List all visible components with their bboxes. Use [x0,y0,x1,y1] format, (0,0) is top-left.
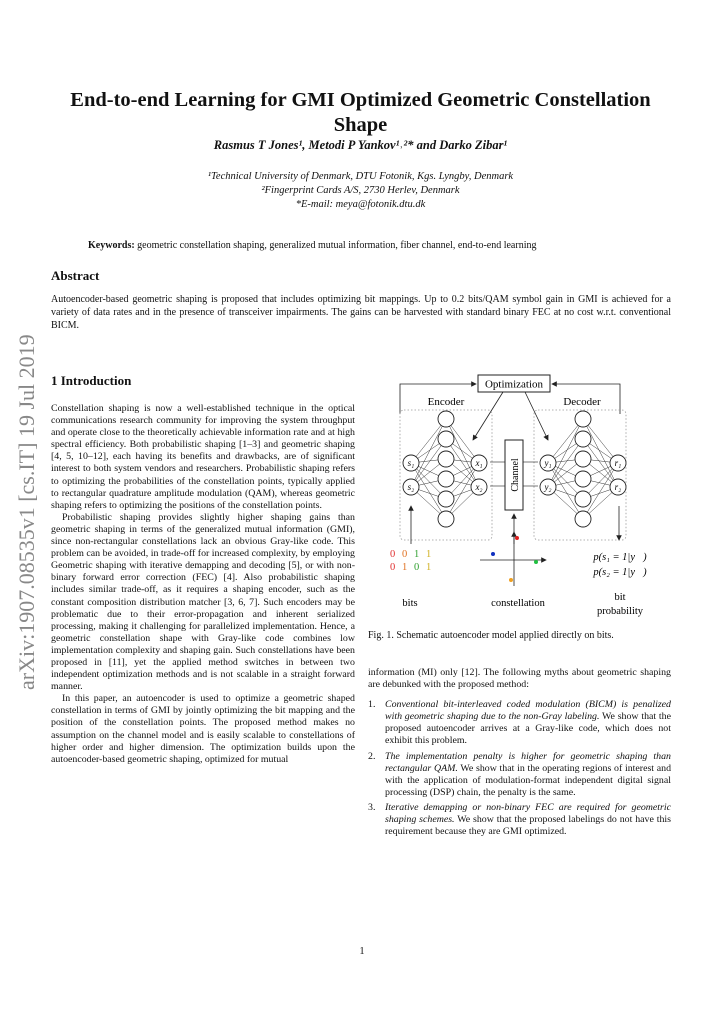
myth-item [368,699,671,747]
affiliation-2: ²Fingerprint Cards A/S, 2730 Herlev, Denmark [261,185,460,196]
nn-node [438,471,454,487]
label-bit: bit [614,592,626,603]
keywords [88,240,648,251]
nn-node [438,491,454,507]
myth-rebuttal: We show that the proposed labelings do not have this requirement because they are GMI optimized. [385,814,671,838]
abstract-heading: Abstract [51,268,100,283]
nn-node [438,451,454,467]
bit-row1-col1: 0 [390,549,396,560]
node-y2: y₂ [544,482,552,492]
node-s1: s₁ [407,458,415,468]
author-list: Rasmus T Jones¹, Metodi P Yankov¹˒²* and Darko Zibar¹ [213,138,508,152]
myth-number: 3. [368,801,376,813]
bit-row2-col2: 1 [402,562,408,573]
right-intro: information (MI) only [12]. The following myths about geometric shaping are debunked with the proposed method: [368,667,671,691]
intro-paragraph-1: Constellation shaping is now a well-established technique in the optical communications research community for improving the system throughput and operate close to the theoretically achievable information rate and at high spectral efficiency. Both probabilistic shaping [1–3] and geometric shaping [4, 5, 10–12], each having its benefits and drawbacks, are of significant interest to both system vendors and researchers. Probabilistic shaping refers to optimizing the probabilities of the constellation points, typically applied to rectangular quadrature amplitude modulation (QAM), whereas geometric shaping refers to optimizing the positions of the constellation points. [51,403,355,511]
myth-list [368,699,671,838]
myth-rebuttal: We show that the proposed autoencoder arrives at a Gray-like code, which does not exhibit this problem. [385,711,671,747]
myth-number: 2. [368,750,376,762]
node-y1: y₁ [544,458,552,468]
nn-node [575,491,591,507]
intro-paragraph-3: In this paper, an autoencoder is used to optimize a geometric shaped constellation in terms of GMI by jointly optimizing the bit mapping and the position of the constellation points. The proposed method makes no assumption on the channel model and is easily scalable to constellations of higher order and higher dimension. The optimization builds upon the autoencoder-based geometric shaping, optimized for mutual [51,693,355,765]
intro-paragraph-2: Probabilistic shaping provides slightly higher shaping gains than geometric shaping in terms of the generalized mutual information (GMI), since non-rectangular constellations lack an obvious Gray-like code. This problem can be avoided, in trade-off for increased complexity, by employing Geometric shaping with iterative demapping and decoding [5], or with non-binary forward error correction (FEC) [4]. Also probabilistic shaping includes similar trade-off, as it requires a shaping encoder, such as the constant composition distribution matcher [3, 6, 7]. Such encoders may be problematic due to their error-propagation and inherent serialized processing, making it challenging for parallelized implementation. Hence, a geometric constellation shape with Gray-like code combines low implementation complexity and shaping gain. Such constellations have been proposed in [11], yet the applied method switches in between two independent optimization methods and is not scalable in a straight forward manner. [51,511,355,693]
optimization-label: Optimization [484,378,544,391]
myth-claim: Iterative demapping or non-binary FEC are required for geometric shaping schemes. [385,801,671,826]
constellation-point-3 [534,560,538,564]
nn-node [438,411,454,427]
constellation-point-4 [509,578,513,582]
channel-label: Channel [510,458,521,492]
myth-claim: Conventional bit-interleaved coded modulation (BICM) is penalized with geometric shaping due to the non-Gray labeling. [385,699,671,723]
intro-heading: 1 Introduction [51,373,132,388]
nn-node [438,431,454,447]
nn-node [575,471,591,487]
bit-row1-col3: 1 [414,549,420,560]
decoder-label: Decoder [563,396,601,408]
node-s2: s₂ [407,482,415,492]
nn-node [575,511,591,527]
label-constellation: constellation [491,598,545,609]
prob-s2: p(s₂ = 1|y⃗) [593,567,647,578]
arxiv-id: arXiv:1907.08535v1 [cs.IT] 19 Jul 2019 [14,335,39,690]
bit-row1-col4: 1 [426,549,432,560]
page-number: 1 [359,946,365,957]
affiliation-1: ¹Technical University of Denmark, DTU Fotonik, Kgs. Lyngby, Denmark [207,171,514,182]
myth-claim: The implementation penalty is higher for geometric shaping than rectangular QAM. [385,750,671,774]
paper-title: End-to-end Learning for GMI Optimized Geometric Constellation Shape [70,89,651,136]
encoder-label: Encoder [427,396,465,408]
contact-email: *E-mail: meya@fotonik.dtu.dk [295,199,426,210]
figure-autoencoder [368,372,674,622]
bit-row2-col3: 0 [414,562,420,573]
nn-node [438,511,454,527]
right-column [368,667,671,841]
node-r1: r₁ [614,458,622,468]
nn-node [575,431,591,447]
myth-item [368,802,671,838]
myth-rebuttal: We show that in the operating regions of interest and with the application of modulation-format independent digital signal processing (DSP) chain, the penalty is the same. [385,762,672,798]
keywords-label: Keywords: [88,240,135,251]
figure-caption: Fig. 1. Schematic autoencoder model applied directly on bits. [368,630,614,641]
myth-number: 1. [368,699,376,711]
bit-row1-col2: 0 [402,549,408,560]
prob-s1: p(s₁ = 1|y⃗) [593,552,647,563]
keywords-text: geometric constellation shaping, generalized mutual information, fiber channel, end-to-end learning [137,240,537,251]
affiliations [70,170,651,212]
abstract-text: Autoencoder-based geometric shaping is proposed that includes optimizing bit mappings. Up to 0.2 bits/QAM symbol gain in GMI is achieved for a variety of data rates and in the presence of transceiver impairments. The gains can be harvested with standard binary FEC at no cost w.r.t. conventional BICM. [51,294,671,332]
node-r2: r₂ [614,482,622,492]
myth-item [368,751,671,799]
label-bits: bits [402,598,418,609]
nn-node [575,451,591,467]
arxiv-stamp [4,335,44,695]
constellation-point-1 [491,552,495,556]
bit-row2-col1: 0 [390,562,396,573]
constellation-point-2 [515,536,519,540]
nn-node [575,411,591,427]
bit-row2-col4: 1 [426,562,432,573]
label-probability: probability [596,606,644,617]
left-column [51,403,355,766]
node-x1: x₁ [475,458,483,468]
node-x2: x₂ [475,482,483,492]
